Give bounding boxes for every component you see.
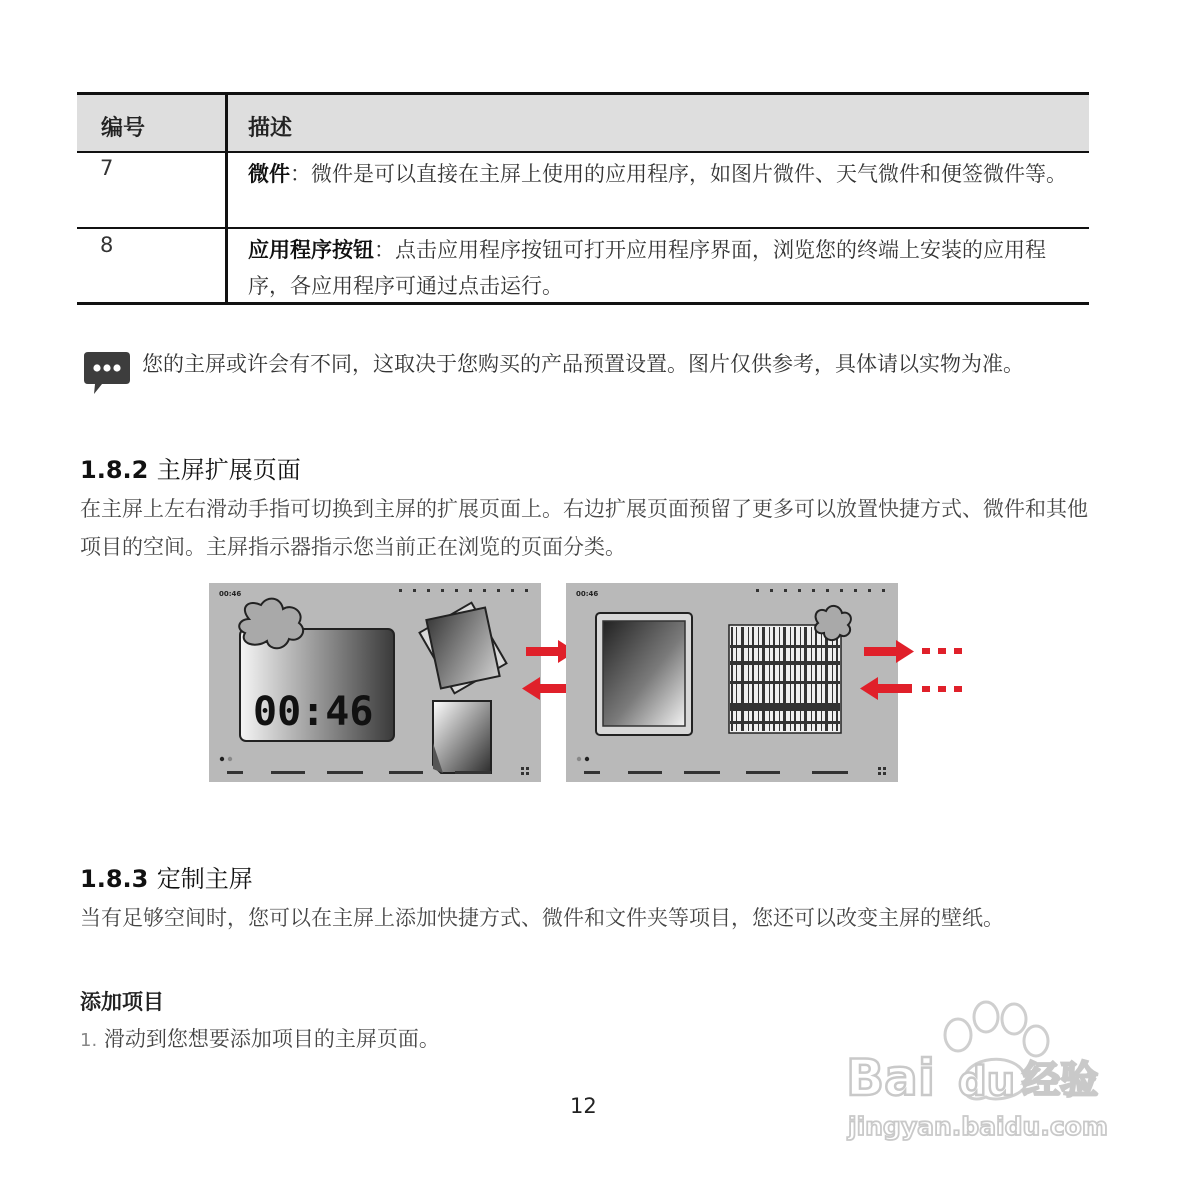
step-text: 滑动到您想要添加项目的主屏页面。 xyxy=(103,1027,440,1051)
table-row-8-number: 8 xyxy=(100,233,114,257)
section-title: 主屏扩展页面 xyxy=(156,456,301,484)
term-separator: ： xyxy=(374,238,395,262)
add-items-subheading: 添加项目 xyxy=(80,990,164,1014)
table-row-rule xyxy=(77,227,1089,229)
section-title: 定制主屏 xyxy=(156,865,253,893)
table-header-background xyxy=(77,95,1089,151)
step-1 xyxy=(80,1023,440,1053)
baidu-jingyan-watermark xyxy=(846,985,1126,1145)
table-column-divider xyxy=(225,95,228,303)
note-text: 您的主屏或许会有不同，这取决于您购买的产品预置设置。图片仅供参考，具体请以实物为准。 xyxy=(142,352,1024,376)
table-row-8-description xyxy=(248,232,1078,304)
page-number: 12 xyxy=(570,1094,597,1118)
table-header-rule xyxy=(77,151,1089,153)
clock-widget-time: 00:46 xyxy=(253,689,374,735)
svg-text:jingyan.baidu.com: jingyan.baidu.com xyxy=(848,1112,1108,1141)
widget-description: 微件是可以直接在主屏上使用的应用程序，如图片微件、天气微件和便签微件等。 xyxy=(311,162,1067,186)
speech-bubble-icon xyxy=(82,350,132,396)
status-time: 00:46 xyxy=(219,590,242,598)
term-app-button: 应用程序按钮 xyxy=(248,238,374,262)
step-index: 1. xyxy=(80,1030,98,1051)
svg-text:du: du xyxy=(958,1059,1016,1105)
section-number: 1.8.2 xyxy=(80,456,149,484)
section-1-8-2-body: 在主屏上左右滑动手指可切换到主屏的扩展页面上。右边扩展页面预留了更多可以放置快捷方式、微件和其他项目的空间。主屏指示器指示您当前正在浏览的页面分类。 xyxy=(80,497,1088,559)
table-row-7-description xyxy=(248,156,1078,192)
section-1-8-2-heading xyxy=(80,450,301,485)
more-pages-arrows-icon xyxy=(858,636,964,704)
term-widget: 微件 xyxy=(248,162,290,186)
table-header-number: 编号 xyxy=(101,116,146,141)
home-screen-main xyxy=(209,583,541,782)
status-time: 00:46 xyxy=(576,590,599,598)
section-number: 1.8.3 xyxy=(80,865,149,893)
section-1-8-3-body: 当有足够空间时，您可以在主屏上添加快捷方式、微件和文件夹等项目，您还可以改变主屏的壁纸。 xyxy=(80,906,1004,930)
section-1-8-3-heading xyxy=(80,859,253,894)
term-separator: ： xyxy=(290,162,311,186)
table-top-rule xyxy=(77,92,1089,95)
svg-text:经验: 经验 xyxy=(1022,1058,1099,1102)
app-button-description: 点击应用程序按钮可打开应用程序界面，浏览您的终端上安装的应用程序，各应用程序可通过点击运行。 xyxy=(248,238,1046,298)
table-row-7-number: 7 xyxy=(100,156,114,180)
table-header-description: 描述 xyxy=(248,116,293,141)
svg-text:Bai: Bai xyxy=(846,1049,935,1107)
home-screen-extension xyxy=(566,583,898,782)
